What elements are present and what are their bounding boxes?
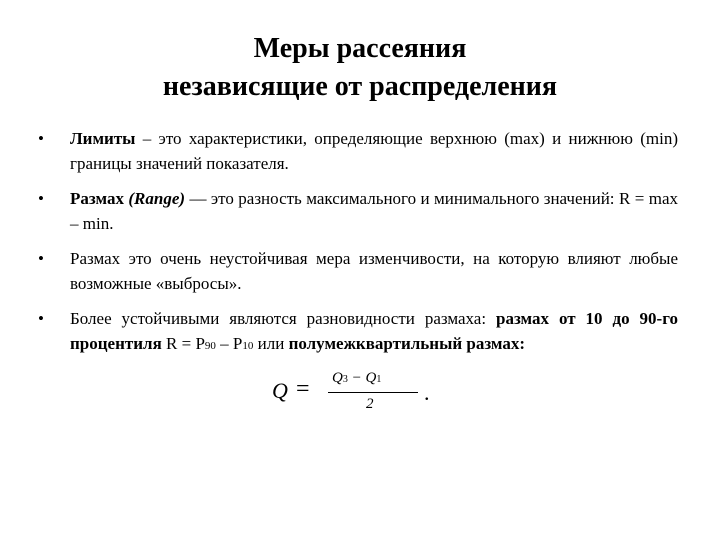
numerator-q3-sub: 3 [342,374,348,385]
robust-text-3: – P [215,334,243,353]
fraction-bar [328,392,418,393]
instability-text: Размах это очень неустойчивая мера изменчивости, на которую влияют любые возможные «выбросы». [70,249,678,293]
title-line-1: Меры рассеяния [253,33,467,64]
formula-lhs: Q [272,378,288,403]
term-limits: Лимиты [70,129,136,148]
bullet-dot-icon: • [38,189,44,208]
bullet-list [38,126,678,369]
bullet-dot-icon: • [38,129,44,148]
robust-text-1: Более устойчивыми являются разновидности размаха: [70,309,497,328]
bullet-dot-icon: • [38,309,44,328]
p90-subscript: 90 [204,340,216,352]
range-definition: — это разность максимального и минимального значений: R = max – min. [70,189,678,233]
bullet-instability [38,246,678,296]
numerator-minus: − [347,370,366,386]
bullet-limits [38,126,678,176]
limits-definition: – это характеристики, определяющие верхнюю (max) и нижнюю (min) границы значений показателя. [70,129,678,173]
bullet-robust [38,306,678,359]
term-percentile-range: размах от 10 до 90-го процентиля [70,309,678,353]
formula-denominator: 2 [366,396,374,412]
term-semi-interquartile: полумежквартильный размах: [288,334,526,353]
slide-title [60,30,660,106]
title-line-2: независящие от распределения [162,71,558,102]
p10-subscript: 10 [242,340,254,352]
bullet-dot-icon: • [38,249,44,268]
bullet-range [38,186,678,236]
term-range-english: (Range) [128,189,186,208]
robust-text-4: или [253,334,289,353]
formula-equals: = [296,376,310,402]
formula-numerator [332,370,381,387]
robust-text-2: R = P [161,334,205,353]
numerator-q1-sub: 1 [376,374,382,385]
numerator-q1: Q [365,370,377,386]
formula-period: . [424,380,430,405]
numerator-q3: Q [332,370,343,386]
term-range: Размах [70,189,129,208]
